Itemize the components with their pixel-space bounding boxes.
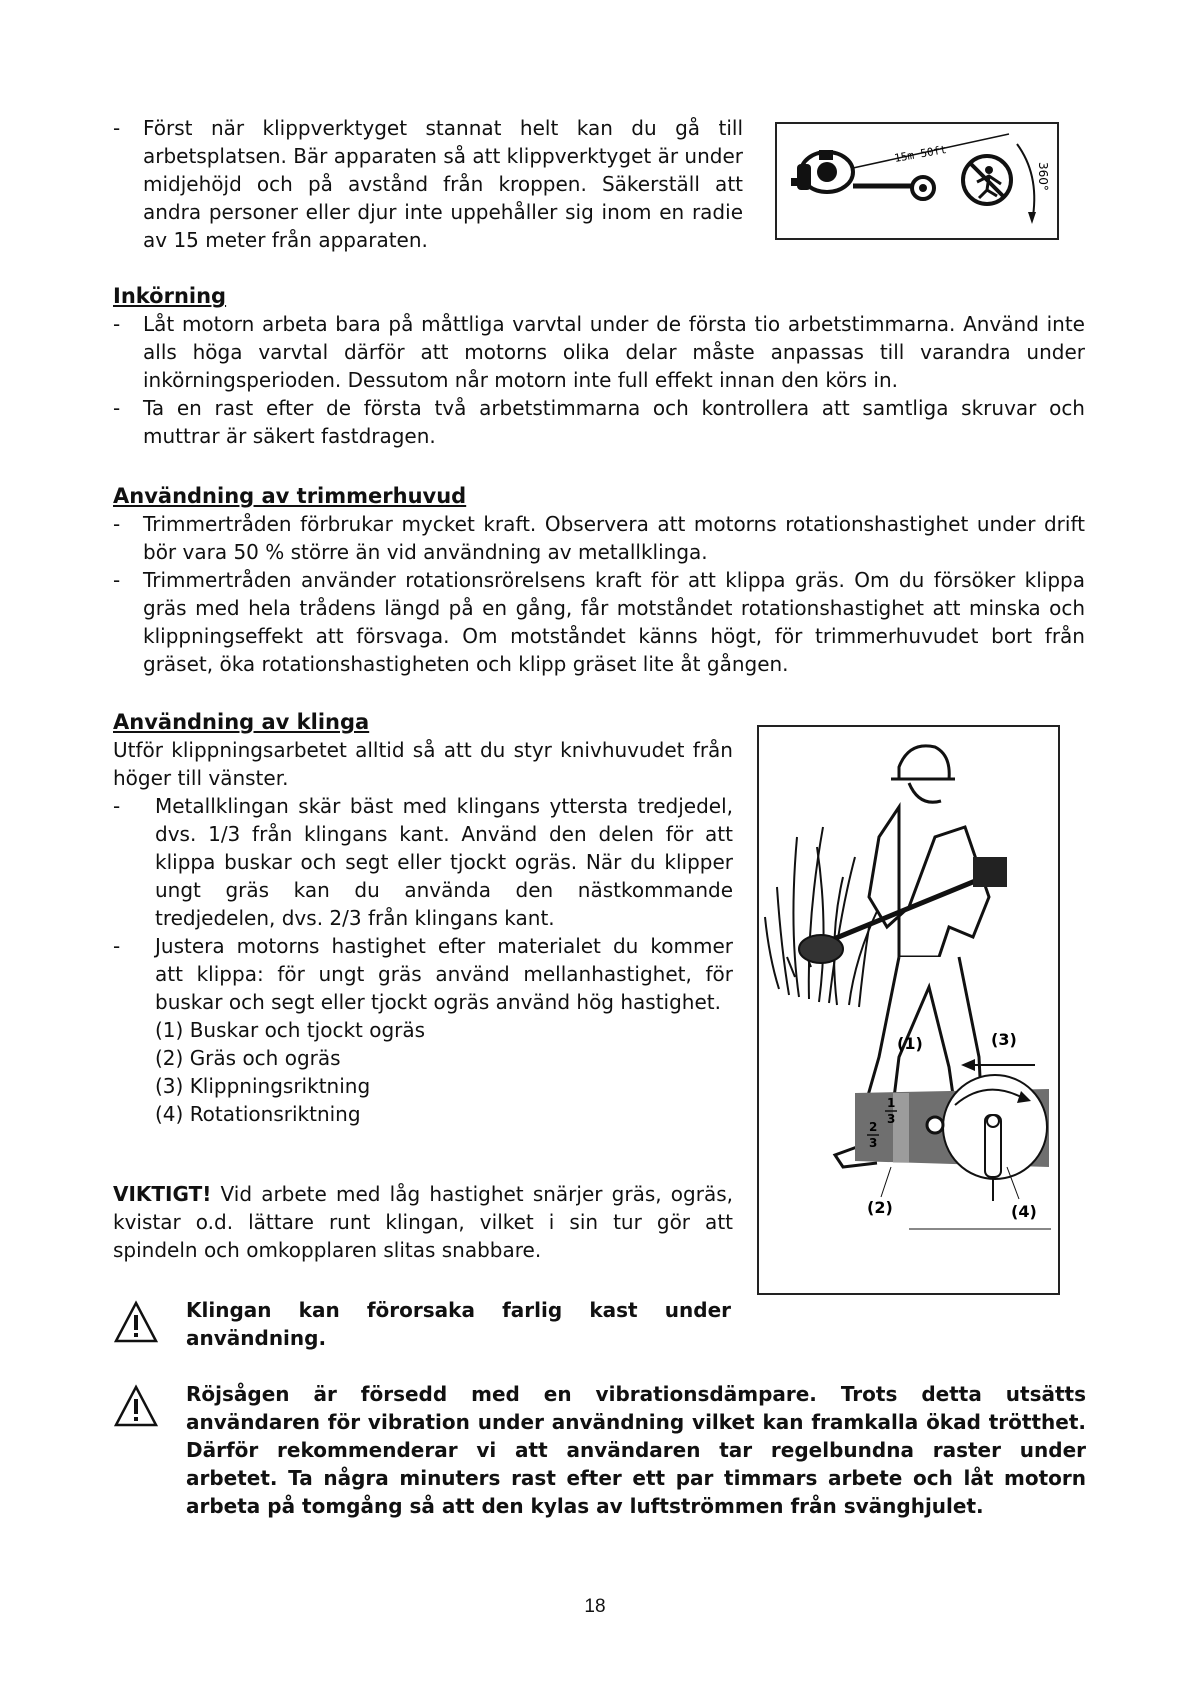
third-label-bottom: 3: [887, 1112, 896, 1126]
angle-label: 360°: [1036, 162, 1050, 191]
twothirds-label-bottom: 3: [869, 1136, 878, 1150]
third-label-top: 1: [887, 1096, 896, 1110]
twothirds-label-top: 2: [869, 1120, 878, 1134]
klinga-heading: Användning av klinga: [113, 710, 370, 734]
worker-illustration: [759, 727, 1058, 1293]
trimmerhuvud-heading: Användning av trimmerhuvud: [113, 484, 467, 508]
tall-grass-drawing: [765, 827, 879, 1007]
trimmerhuvud-bullet-2: - Trimmertråden använder rotationsrörelsens kraft för att klippa gräs. Om du försöker klippa gräs med hela trådens längd på en gång, får motståndet rotationshastighet att minska och klippningseffekt att försvaga. Om motståndet känns högt, för trimmerhuvudet bort från gräset, öka rotationshastigheten och klipp gräset lite åt gången.: [113, 566, 1085, 678]
blade-usage-figure: [757, 725, 1060, 1295]
klinga-section: [113, 708, 733, 1128]
rotation-arrow: [1017, 144, 1034, 216]
klinga-bullet-2: - Justera motorns hastighet efter materialet du kommer att klippa: för ungt gräs använd mellanhastighet, för buskar och segt eller tjockt ogräs använd hög hastighet.: [113, 932, 733, 1016]
klinga-intro: Utför klippningsarbetet alltid så att du styr knivhuvudet från höger till vänster.: [113, 738, 733, 790]
inkorning-heading: Inkörning: [113, 284, 227, 308]
klinga-bullet-1: - Metallklingan skär bäst med klingans yttersta tredjedel, dvs. 1/3 från klingans kant. Använd den delen för att klippa buskar och segt eller tjockt ogräs. När du klipper ungt gräs kan du använda den nästkommande tredjedelen, dvs. 2/3 från klingans kant.: [113, 792, 733, 932]
engine-unit: [973, 857, 1007, 887]
safety-distance-figure: [775, 122, 1059, 240]
distance-label: 15m 50ft: [893, 142, 948, 165]
trimmerhuvud-section: [113, 482, 1085, 678]
warning-kickback: [186, 1296, 731, 1352]
callout-4: (4): [1011, 1202, 1037, 1221]
important-label: VIKTIGT!: [113, 1182, 212, 1206]
page-number: 18: [584, 1596, 606, 1617]
legend-item-1: (1) Buskar och tjockt ogräs: [155, 1018, 426, 1042]
callout-3: (3): [991, 1030, 1017, 1049]
inkorning-section: [113, 282, 1085, 450]
trimmerhuvud-bullet-1: - Trimmertråden förbrukar mycket kraft. Observera att motorns rotationshastighet under drift bör vara 50 % större än vid användning av metallklinga.: [113, 510, 1085, 566]
important-note: [113, 1180, 733, 1264]
klinga-legend: [113, 1016, 733, 1128]
trimmer-head: [799, 935, 843, 963]
warning-triangle-icon: [113, 1300, 159, 1344]
warning-vibration-text: Röjsågen är försedd med en vibrationsdämpare. Trots detta utsätts användaren för vibration under användning vilket kan framkalla ökad trötthet. Därför rekommenderar vi att användaren tar regelbundna raster under arbetet. Ta några minuters rast efter ett par timmars arbete och låt motorn arbeta på tomgång så att den kylas av luftströmmen från svänghjulet.: [186, 1382, 1086, 1518]
warning-triangle-icon: [113, 1384, 159, 1428]
legend-item-2: (2) Gräs och ogräs: [155, 1046, 341, 1070]
legend-item-4: (4) Rotationsriktning: [155, 1102, 361, 1126]
legend-item-3: (3) Klippningsriktning: [155, 1074, 371, 1098]
callout-1: (1): [897, 1034, 923, 1053]
warning-kickback-text: Klingan kan förorsaka farlig kast under användning.: [186, 1298, 731, 1350]
important-text: Vid arbete med låg hastighet snärjer gräs, ogräs, kvistar o.d. lättare runt klingan, vilket i sin tur gör att spindeln och omkopplaren slitas snabbare.: [113, 1182, 733, 1262]
operator-distance-illustration: [777, 124, 1057, 238]
no-bystanders-icon: [963, 156, 1011, 204]
inkorning-bullet-1: - Låt motorn arbeta bara på måttliga varvtal under de första tio arbetstimmarna. Använd inte alls höga varvtal därför att motorns olika delar måste anpassas till varandra under inkörningsperioden. Dessutom når motorn inte full effekt innan den körs in.: [113, 310, 1085, 394]
inkorning-bullet-2: - Ta en rast efter de första två arbetstimmarna och kontrollera att samtliga skruvar och muttrar är säkert fastdragen.: [113, 394, 1085, 450]
callout-2: (2): [867, 1198, 893, 1217]
intro-bullet: - Först när klippverktyget stannat helt kan du gå till arbetsplatsen. Bär apparaten så att klippverktyget är under midjehöjd och på avstånd från kroppen. Säkerställ att andra personer eller djur inte uppehåller sig inom en radie av 15 meter från apparaten.: [113, 114, 743, 254]
intro-section: [113, 114, 743, 254]
warning-vibration: [186, 1380, 1086, 1520]
